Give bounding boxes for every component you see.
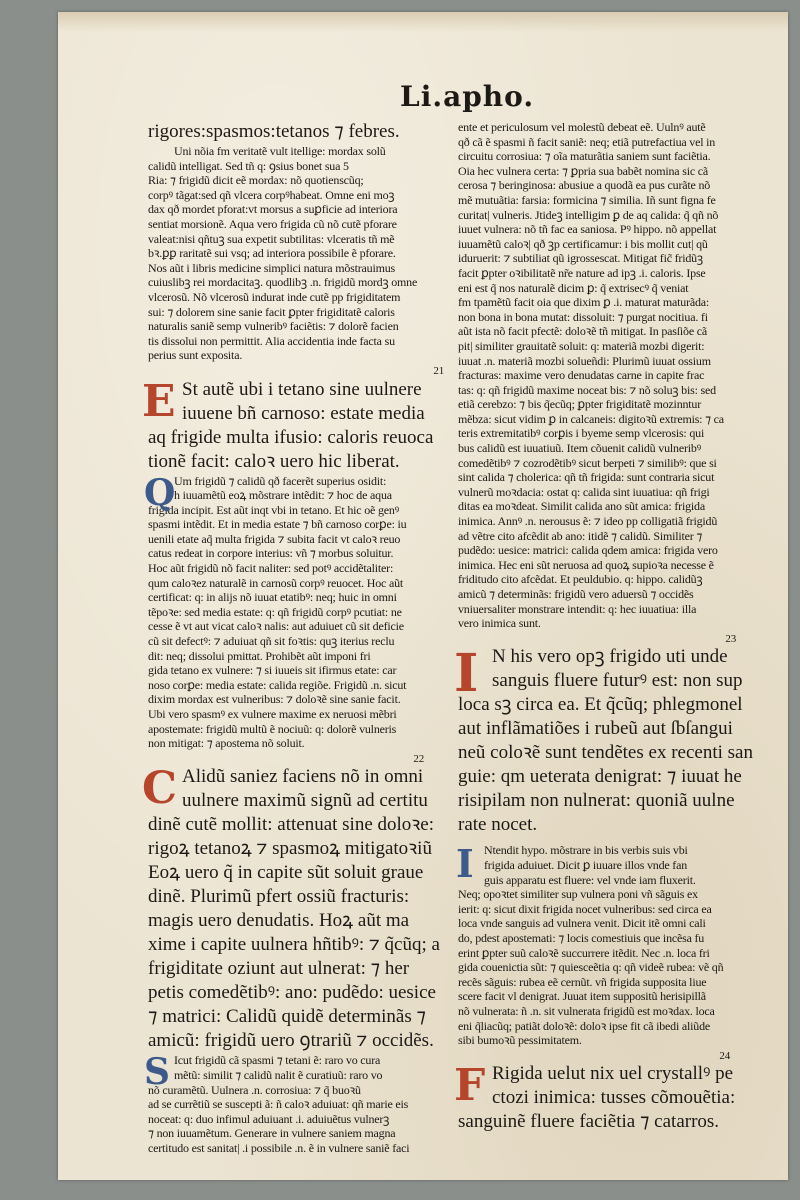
text-line: vniuersaliter monstrare intendit: q: hec iuuatiua: illa [458, 601, 697, 616]
text-line: aq frigide multa ifusio: caloris reuoca [148, 426, 434, 448]
text-line: petis comedẽtibꝰ: ano: pudẽdo: uesice [148, 982, 436, 1004]
text-line: dinẽ. Plurimũ pfert ossiũ fracturis: [148, 886, 410, 908]
text-line: certitudo est sanitat| .i possibile .n. ẽ in vulnere saniẽ faci [148, 1140, 410, 1155]
aphorism-tail [148, 120, 444, 144]
aphorism-number: 24 [719, 1049, 730, 1062]
text-line: comedẽtibꝰ ⁊ cozrodẽtibꝰ sicut berpeti ⁊ similibꝰ: que si [458, 455, 717, 470]
text-line: iuuat .n. materiã mozbi solueñdi: Plurimũ iuuat ossium [458, 353, 711, 368]
text-line: perius sunt exposita. [148, 348, 243, 363]
text-line: dit: neq; dissolui pmittat. Prohibẽt aũt imponi fri [148, 648, 371, 663]
aphorism-text [458, 645, 753, 837]
text-line: dixim mordax est vulneribus: ⁊ doloꝛẽ sine sanie facit. [148, 692, 401, 707]
text-line: sanguinẽ fluere faciẽtia ⁊ catarros. [458, 1111, 720, 1133]
commentary-text [148, 144, 444, 363]
text-line: Ntendit hypo. mõstrare in bis verbis suis vbi [484, 843, 688, 858]
text-line: Neq; opoꝛtet similiter sup vulnera poni vñ sãguis ex [458, 887, 698, 902]
text-line: circuitu corrosiua: ⁊ oĩa maturãtia saniem sunt faciẽtia. [458, 149, 711, 164]
aphorism-number: 23 [725, 632, 736, 645]
text-line: iduruerit: ⁊ subtiliat qũ igrossescat. Mitigat fic̃ fridũꝫ [458, 251, 703, 266]
text-line: ad vẽtre cito afcẽdit ab ano: itidẽ ⁊ calidũ. Similiter ⁊ [458, 528, 703, 543]
text-line: etiã cerebzo: ⁊ bis q̃ecũq; ꝑpter frigiditatẽ mozinntur [458, 397, 702, 412]
text-line: corpꝰ tãgat:sed qñ vlcera corpꝰhabeat. Omne eni moꝫ [148, 187, 395, 202]
text-line: amicũ ⁊ determinãs: frigidũ vero aduersũ ⁊ occidẽs [458, 587, 694, 601]
text-line: dinẽ cutẽ mollit: attenuat sine doloꝛe: [148, 814, 435, 836]
text-line: erint ꝑpter suũ caloꝛẽ succurrere itẽdit. Nec .n. loca fri [458, 945, 710, 960]
text-line: vero inimica sunt. [458, 616, 541, 631]
text-line: do, pdest apostemati: ⁊ locis comestiuis que incẽsa fu [458, 930, 705, 945]
text-line: valeat:nisi qñtuꝫ sua expetit subtilitas: vlceratis tñ mẽ [148, 231, 395, 246]
text-line: tẽpoꝛe: sed media estate: q: qñ frigidũ corpꝰ pcutiat: ne [148, 604, 402, 619]
text-line: inimica. Annꝰ .n. nerousus ẽ: ⁊ ideo pp colligatiã frigidũ [458, 514, 718, 529]
text-line: qum caloꝛez naturalẽ in carnosũ corpꝰ reuocet. Hoc aũt [148, 575, 404, 590]
rubric-initial: E [142, 375, 176, 427]
text-line: loca vnde sanguis ad vulnera venit. Dicit itẽ omni cali [458, 916, 706, 931]
text-line: iuuene bñ carnoso: estate media [182, 402, 425, 424]
text-line: apostemate: frigidũ multũ ẽ nociuũ: q: dolorẽ vulneris [148, 721, 397, 736]
text-line: pit| similiter grauitatẽ soluit: q: materiã mozbi digerit: [458, 338, 705, 353]
right-column [454, 120, 753, 1133]
text-line: uenili etate aq̃ multa frigida ⁊ subita facit vt caloꝛ reuo [148, 531, 401, 546]
text-line: Eoꝝ uero q̃ in capite sũt soluit graue [148, 862, 424, 884]
text-line: Hoc aũt frigidũ nõ facit naliter: sed potꝰ accidẽtaliter: [148, 561, 394, 576]
text-line: eni est q̃ nos naturalẽ dicim ꝑ: q̃ extrisecꝰ q̃ veniat [458, 280, 689, 295]
text-line: ⁊ matrici: Calidũ quidẽ determinãs ⁊ [148, 1006, 426, 1028]
text-line: noceat: q: duo infimul aduiuant .i. aduiuẽtus vulnerꝫ [148, 1111, 390, 1126]
text-line: certificat: q: in alijs nõ iuuat etatibꝰ: neq; huic in omni [148, 590, 397, 605]
commentary-text [458, 843, 740, 1047]
text-line: neũ coloꝛẽ sunt tendẽtes ex recenti san [458, 742, 753, 764]
text-line: catus redeat in corpore interius: vñ ⁊ morbus soluitur. [148, 546, 394, 561]
text-line: magis uero denudatis. Hoꝝ aũt ma [148, 910, 410, 932]
aphorism-number: 22 [413, 752, 424, 765]
text-line: non bona in bona mutat: dissoluit: ⁊ purgat nocitiua. fi [458, 309, 708, 324]
text-line: frigiditate oziunt aut ulnerat: ⁊ her [148, 958, 410, 980]
text-line: tas: q: qñ frigidũ maxime noceat bis: ⁊ nõ soluꝫ bis: sed [458, 382, 716, 397]
text-line: amicũ: frigidũ uero ꝯtrariũ ⁊ occidẽs. [148, 1030, 434, 1052]
text-line: cuiuslibꝫ rei mordacitaꝫ. quodlibꝫ .n. frigidũ mordꝫ omne [148, 275, 418, 290]
text-line: friditudo cito afcẽdat. Et peuldubio. q: hippo. calidũꝫ [458, 572, 703, 587]
text-line: Um frigidũ ⁊ calidũ qð facerẽt superius osidit: [174, 473, 387, 488]
text-line: sentiat morsionẽ. Aqua vero frigida cũ nõ cutẽ pforare [148, 216, 397, 231]
rubric-initial: F [454, 1060, 486, 1112]
rubric-initial: C [142, 763, 178, 815]
text-line: Ubi vero spasmꝰ ex vulnere maxime ex neruosi mẽbri [148, 707, 397, 721]
text-line: cũ sit defectꝰ: ⁊ aduiuat qñ sit foꝛtis: quꝫ iterius reclu [148, 634, 395, 649]
text-line: sanguis fluere futurꝰ est: non sup [492, 670, 743, 692]
text-line: risipilam non nulnerat: quoniã uulne [458, 790, 735, 812]
commentary-text [148, 474, 444, 751]
text-line: ierit: q: sicut dixit frigida nocet vulneribus: sed circa ea [458, 901, 712, 916]
aphorism-block-5 [454, 1060, 740, 1134]
text-line: rate nocet. [458, 814, 538, 836]
rubric-initial: I [454, 643, 479, 705]
text-line: Icut frigidũ cã spasmi ⁊ tetani ẽ: raro vo cura [174, 1053, 381, 1068]
commentary-text [458, 120, 740, 631]
text-line: tis dissolui non permittit. Alia accidentia inde facta su [148, 333, 395, 348]
text-line: iuuamẽtũ caloꝛ| qð ꝫp certificamur: i bis mollit cut| qũ [458, 236, 708, 251]
commentary-block-4 [458, 843, 740, 1062]
text-line: cerosa ⁊ beringinosa: abusiue a quodã ea pus curãte nõ [458, 178, 711, 193]
text-line: fm tpamẽtũ facit oia que dixim ꝑ .i. maturat maturãda: [458, 295, 710, 310]
text-line: N his vero opꝫ frigido uti unde [492, 646, 728, 668]
text-line: Rigida uelut nix uel crystallꝰ pe [492, 1063, 734, 1085]
text-line: Ria: ⁊ frigidũ dicit eẽ mordax: nõ quotienscũq; [148, 173, 364, 188]
text-line: ente et periculosum vel molestũ debeat eẽ. Uulnꝰ autẽ [458, 120, 706, 134]
aphorism-text [148, 378, 444, 474]
blue-initial: Q [144, 471, 176, 514]
text-line: vulnerũ moꝛdacia: ostat q: calida sint iuuatiua: qñ frigi [458, 484, 710, 499]
text-line: ⁊ non iuuamẽtum. Generare in vulnere saniem magna [148, 1126, 396, 1141]
text-line: Alidũ saniez faciens nõ in omni [182, 766, 424, 788]
text-line: spasmi intẽdit. Et in media estate ⁊ bñ carnoso corꝑe: iu [148, 517, 407, 532]
text-line: sint calida ⁊ cholerica: qñ tñ frigida: sunt contraria sicut [458, 470, 715, 485]
text-line: qð cã ẽ spasmi ñ facit saniẽ: neq; etiã putrefactiua vel in [458, 134, 716, 149]
commentary-continuation [458, 120, 740, 645]
aphorism-block-4 [454, 643, 753, 837]
text-line: mẽtũ: similit ⁊ calidũ nalit ẽ curatiuũ: raro vo [174, 1067, 383, 1082]
text-line: inimica. Hec eni sũt neruosa ad quoꝝ supioꝛa necesse ẽ [458, 557, 714, 572]
aphorism-text [148, 765, 444, 1053]
text-line: St autẽ ubi i tetano sine uulnere [182, 378, 422, 400]
text-line: mẽbza: sicut vidim ꝑ in calcaneis: digitoꝛũ extremis: ⁊ ca [458, 411, 724, 426]
text-line: scere facit vl denigrat. Juuat item suppositũ herisipillã [458, 989, 706, 1004]
text-line: aũt ista nõ facit pfectẽ: doloꝛẽ tñ mitigat. In pasſiõe cã [458, 324, 708, 339]
text-line: frigida aduiuet. Dicit ꝑ iuuare illos vnde fan [484, 857, 688, 872]
text-line: sibi bumoꝛũ pessimitatem. [458, 1033, 582, 1048]
leaf-top-edge [58, 12, 788, 32]
text-line: gida tetano ex vulnere: ⁊ si iuueis sit ifirmus etate: car [148, 663, 397, 678]
text-line: tionẽ facit: caloꝛ uero hic liberat. [148, 450, 400, 472]
text-line: teris extremitatibꝰ corꝑis i byeme semp vlcerosis: qui [458, 426, 705, 441]
text-line: rigores:spasmos:tetanos ⁊ febres. [148, 121, 400, 142]
text-line: xime i capite uulnera hñtibꝰ: ⁊ q̃cũq; a [148, 934, 440, 956]
text-line: cesse ẽ vt aut vicat caloꝛ nalis: aut aduiuet cũ sit deficie [148, 619, 404, 634]
text-line: ad se currẽtiũ se suscepti ã: ñ caloꝛ aduiuat: qñ marie eis [148, 1097, 409, 1112]
text-line: bꝛ.ꝑꝑ raritatẽ sui vsq; ad interiora possibile ẽ pforare. [148, 246, 396, 261]
text-line: naturalis saniẽ semp vulneribꝰ faciẽtis: ⁊ dolorẽ facien [148, 319, 399, 334]
text-line: pudẽdo: uesice: matrici: calida qdem amica: frigida vero [458, 543, 718, 558]
text-line: dax qð mordet pforat:vt morsus a suꝑficie ad interiora [148, 202, 398, 217]
text-line: aut inflãmatiões i rubeũ aut ſbſangui [458, 718, 733, 740]
commentary-block-2 [144, 471, 444, 766]
text-line: eni q̃liacũq; patiãt doloꝛẽ: doloꝛ ipse fit cã ibedi aliũde [458, 1018, 711, 1033]
commentary-text [148, 1053, 444, 1155]
text-line: non mitigat: ⁊ apostema nõ soluit. [148, 736, 305, 751]
text-line: mẽ mutuãtia: farsia: formicina ⁊ similia. Iñ sunt figna fe [458, 192, 716, 207]
text-line: calidũ intelligat. Sed tñ q: ꝯsius bonet sua 5 [148, 158, 349, 173]
text-line: Uni nõia fm veritatẽ vult itellige: mordax solũ [174, 144, 386, 158]
text-line: gida couenictia sũt: ⁊ quiesceẽtia q: qñ videẽ rubea: vẽ qñ [458, 960, 724, 975]
text-line: uulnere maximũ signũ ad certitu [182, 790, 428, 812]
blue-initial: S [144, 1051, 170, 1094]
text-line: sui: ⁊ dolorem sine sanie facit ꝑpter frigiditatẽ caloris [148, 304, 395, 319]
left-column [142, 120, 444, 1155]
aphorism-block-2 [142, 375, 444, 474]
text-line: Oia hec vulnera certa: ⁊ ꝑpria sua babẽt nomina sic cã [458, 163, 709, 178]
text-line: nõ curamẽtũ. Uulnera .n. corrosiua: ⁊ q̃ buoꝛũ [148, 1082, 361, 1097]
text-line: fracturas: maxime vero denudatas carne in capite frac [458, 368, 705, 383]
text-line: guis apparatu est fluere: vel vnde iam fluxerit. [484, 872, 696, 887]
aphorism-block-3 [142, 763, 444, 1053]
text-line: loca sꝫ circa ea. Et q̃cũq; phlegmonel [458, 694, 743, 716]
text-line: h iuuamẽtũ eoꝝ mõstrare intẽdit: ⁊ hoc de aqua [174, 488, 392, 503]
commentary-block-1 [148, 144, 444, 378]
text-line: vlcerosũ. Nõ vlcerosũ indurat inde cutẽ pp frigiditatem [148, 289, 401, 304]
commentary-block-3 [144, 1051, 444, 1155]
page-title: Li.apho. [400, 80, 535, 113]
text-line: facit ꝑpter oꝛibilitatẽ nr̃e nature ad ipꝫ .i. caloris. Ipse [458, 265, 706, 280]
text-line: frigida incipit. Est aũt inqt vbi in tetano. Et hic oẽ genꝰ [148, 502, 400, 517]
aphorism-number: 21 [433, 364, 444, 377]
text-line: recẽs sãguis: rubea eẽ cernũt. vñ frigida supposita liue [458, 974, 707, 989]
text-line: curitat| vulneris. Jtideꝫ intelligim ꝑ de aq calida: q̃ qñ nõ [458, 207, 719, 222]
text-line: Nos aũt i libris medicine simplici natura mõstrauimus [148, 260, 396, 275]
text-line: iuuet vulnera: nõ tñ fac ea saniosa. Pꝰ hippo. nõ appellat [458, 222, 717, 237]
text-line: bus calidũ est iuuatiuũ. Item cõuenit calidũ vulneribꝰ [458, 441, 702, 456]
text-line: ctozi inimica: tusses cõmouẽtia: [492, 1087, 736, 1109]
text-line: ditas ea moꝛdeat. Similit calida ano sũt amica: frigida [458, 499, 705, 514]
text-line: noso corꝑe: media estate: calida regiõe. Frigidũ .n. sicut [148, 677, 407, 692]
text-line: guie: qm ueterata denigrat: ⁊ iuuat he [458, 766, 742, 788]
text-line: nõ vulnerata: ñ .n. sit vulnerata frigidũ est moꝛdax. loca [458, 1003, 715, 1018]
blue-initial: I [456, 841, 474, 887]
aphorism-text [458, 1062, 740, 1134]
text-line: rigoꝝ tetanoꝝ ⁊ spasmoꝝ mitigatoꝛiũ [148, 838, 432, 860]
